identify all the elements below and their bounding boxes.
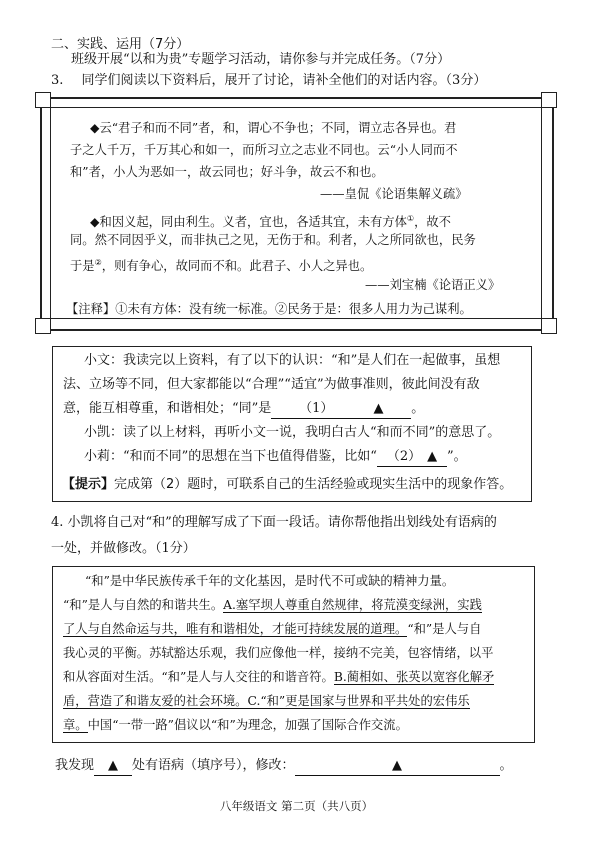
section-title: 二、实践、运用（7分） xyxy=(51,37,190,52)
answer-marker-1: ▲ xyxy=(108,758,119,773)
passage-line-4: 我心灵的平衡。苏轼豁达乐观，我们应像他一样，接纳不完美，包容情绪，以平 xyxy=(63,646,494,660)
answer-blank-1[interactable]: （1） ▲ xyxy=(271,400,411,419)
underlined-sentence-a-cont: 了人与自然命运与共，唯有和谐相处，才能可持续发展的道理。 xyxy=(63,622,408,636)
underlined-sentence-c-cont: 章。 xyxy=(63,718,88,732)
material-2-line-1: ◆和因义起，同由利生。义者，宜也，各适其宜，未有方体①，故不 xyxy=(90,214,451,230)
tip-label: 【提示】 xyxy=(62,477,115,492)
underlined-sentence-a: A.塞罕坝人尊重自然规律，将荒漠变绿洲，实践 xyxy=(223,598,482,612)
answer-blank-sentence-number[interactable] xyxy=(94,757,132,776)
question-4-line-1: 4. 小凯将自己对“和”的理解写成了下面一段话。请你帮他指出划线处有语病的 xyxy=(51,515,497,530)
dialogue-xiaowen-line-1: 小文：我读完以上资料，有了以下的认识：“和”是人们在一起做事，虽想 xyxy=(84,353,501,368)
page-footer: 八年级语文 第二页（共八页） xyxy=(219,799,374,813)
material-2-line-2: 同。然不同因乎义，而非执己之见，无伤于和。利者，人之所同欲也，民务 xyxy=(70,233,476,247)
dialogue-tip xyxy=(62,473,512,492)
dialogue-xiaowen-line-2: 法、立场等不同，但大家都能以“合理”“适宜”为做事准则，彼此间没有敌 xyxy=(63,377,480,392)
frame-corner-tl xyxy=(35,92,51,108)
passage-line-1: “和”是中华民族传承千年的文化基因，是时代不可或缺的精神力量。 xyxy=(85,574,455,588)
answer-line: 我发现 ▲ 处有语病（填序号），修改： ▲ 。 xyxy=(55,757,513,776)
frame-corner-br xyxy=(541,318,557,334)
material-2-source: ——刘宝楠《论语正义》 xyxy=(365,278,501,292)
material-1-line-3: 和”者，小人为恶如一，故云同也；好斗争，故云不和也。 xyxy=(70,165,384,179)
answer-marker-2: ▲ xyxy=(392,758,403,773)
underlined-sentence-b: B.蔺相如、张英以宽容化解矛 xyxy=(333,670,495,684)
passage-line-2: “和”是人与自然的和谐共生。A.塞罕坝人尊重自然规律，将荒漠变绿洲，实践 xyxy=(63,598,482,612)
question-3 xyxy=(51,72,486,90)
dialogue-xiaoli: 小莉：“和而不同”的思想在当下也值得借鉴，比如“ （2） ▲ ”。 xyxy=(84,448,467,467)
frame-corner-tr xyxy=(541,92,557,108)
frame-corner-bl xyxy=(35,318,51,334)
question-4-line-2: 一处，并做修改。（1分） xyxy=(51,541,196,556)
material-1-line-2: 子之人千万，千万其心和如一，而所习立之志业不同也。云“小人同而不 xyxy=(70,143,458,157)
material-1-line-1: ◆云“君子和而不同”者，和，谓心不争也；不同，谓立志各异也。君 xyxy=(90,121,457,135)
dialogue-xiaokai: 小凯：读了以上材料，再听小文一说，我明白古人“和而不同”的意思了。 xyxy=(84,425,501,440)
passage-line-3: 了人与自然命运与共，唯有和谐相处，才能可持续发展的道理。“和”是人与自 xyxy=(63,622,482,636)
passage-line-6 xyxy=(63,693,470,710)
footnote-mark-2: ② xyxy=(94,258,102,267)
passage-line-7: 章。中国“一带一路”倡议以“和”为理念，加强了国际合作交流。 xyxy=(63,718,408,732)
blank-1-marker: ▲ xyxy=(373,401,384,416)
answer-blank-2[interactable]: （2） ▲ xyxy=(377,448,447,467)
material-1-source: ——皇侃《论语集解义疏》 xyxy=(320,187,468,201)
answer-blank-revision[interactable] xyxy=(295,757,500,776)
question-3-stem: 同学们阅读以下资料后，展开了讨论，请补全他们的对话内容。（3分） xyxy=(81,73,487,88)
footnote-mark-1: ① xyxy=(406,214,415,223)
passage-line-5: 和从容面对生活。“和”是人与人交往的和谐音符。B.蔺相如、张英以宽容化解矛 xyxy=(63,670,495,684)
intro-text: 班级开展“以和为贵”专题学习活动，请你参与并完成任务。（7分） xyxy=(71,52,451,67)
blank-2-marker: ▲ xyxy=(427,449,438,464)
dialogue-xiaowen-line-3: 意，能互相尊重，和谐相处；“同”是 （1） ▲ 。 xyxy=(63,400,424,419)
underlined-sentence-b-cont: 盾，营造了和谐友爱的社会环境。 xyxy=(63,694,248,708)
underlined-sentence-c: C.“和”更是国家与世界和平共处的宏伟乐 xyxy=(247,694,470,708)
tip-text: 完成第（2）题时，可联系自己的生活经验或现实生活中的现象作答。 xyxy=(114,477,513,492)
materials-note: 【注释】①未有方体：没有统一标准。②民务于是：很多人用力为己谋利。 xyxy=(66,302,472,316)
material-2-line-3: 于是②，则有争心，故同而不和。此君子、小人之异也。 xyxy=(70,258,373,274)
question-3-number: 3. xyxy=(51,73,64,88)
